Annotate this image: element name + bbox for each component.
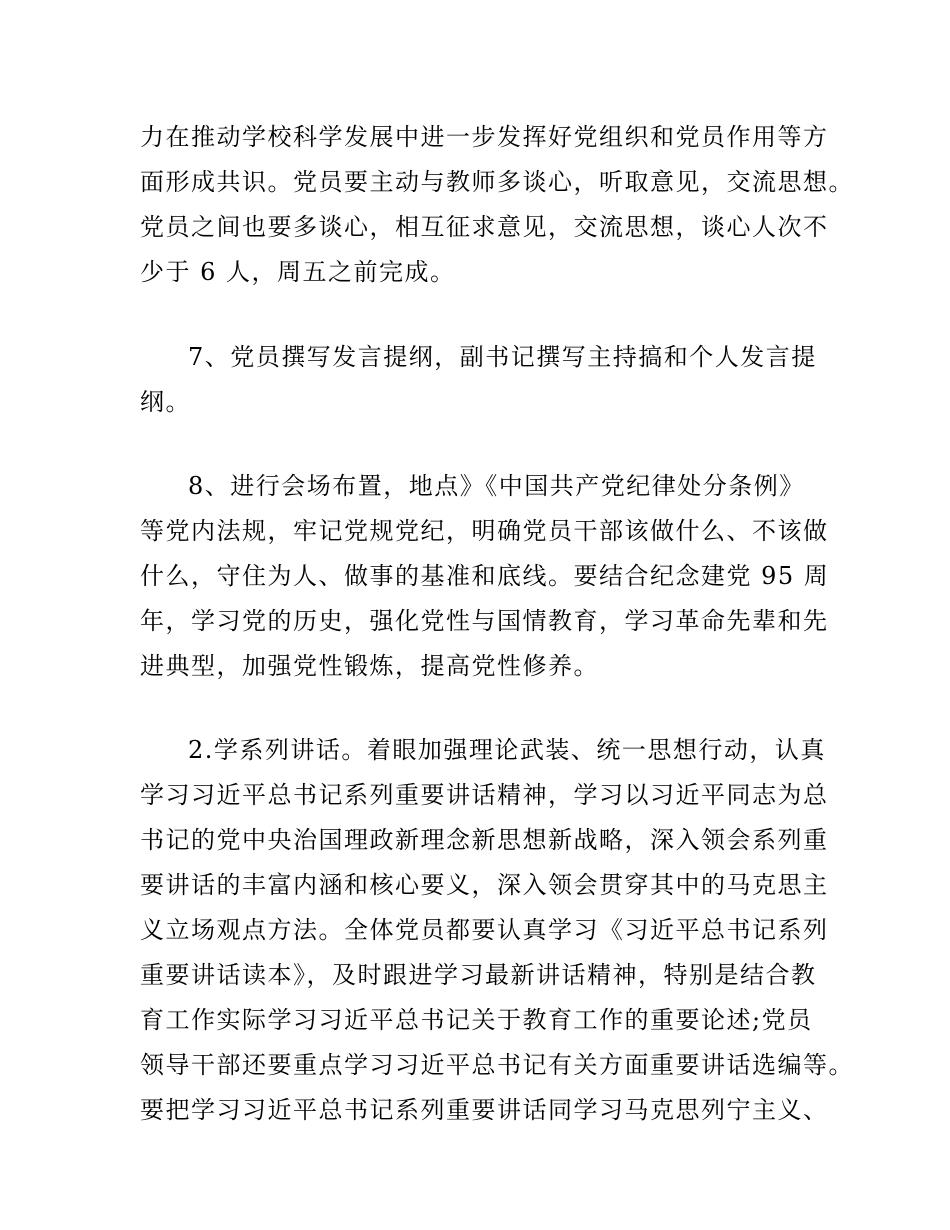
paragraph-4-line-4: 要讲话的丰富内涵和核心要义，深入领会贯穿其中的马克思主 xyxy=(140,871,829,899)
paragraph-3-line-5: 进典型，加强党性锻炼，提高党性修养。 xyxy=(140,652,599,680)
paragraph-1-line-1: 力在推动学校科学发展中进一步发挥好党组织和党员作用等方 xyxy=(140,123,829,151)
paragraph-4-line-7: 育工作实际学习习近平总书记关于教育工作的重要论述;党员 xyxy=(140,1006,813,1034)
paragraph-4-line-1: 2.学系列讲话。着眼加强理论武装、统一思想行动，认真 xyxy=(188,736,826,764)
paragraph-3-line-2: 等党内法规，牢记党规党纪，明确党员干部该做什么、不该做 xyxy=(140,517,829,545)
paragraph-4-line-8: 领导干部还要重点学习习近平总书记有关方面重要讲话选编等。 xyxy=(140,1051,854,1079)
paragraph-4-line-6: 重要讲话读本》，及时跟进学习最新讲话精神，特别是结合教 xyxy=(140,961,817,989)
paragraph-2-line-2: 纲。 xyxy=(140,388,191,416)
paragraph-4-line-5: 义立场观点方法。全体党员都要认真学习《习近平总书记系列 xyxy=(140,916,829,944)
paragraph-1-line-2: 面形成共识。党员要主动与教师多谈心，听取意见，交流思想。 xyxy=(140,168,854,196)
paragraph-4-line-9: 要把学习习近平总书记系列重要讲话同学习马克思列宁主义、 xyxy=(140,1096,829,1124)
paragraph-3-line-4: 年，学习党的历史，强化党性与国情教育，学习革命先辈和先 xyxy=(140,607,829,635)
paragraph-3-line-3: 什么，守住为人、做事的基准和底线。要结合纪念建党 95 周 xyxy=(140,562,830,590)
paragraph-4-line-3: 书记的党中央治国理政新理念新思想新战略，深入领会系列重 xyxy=(140,826,829,854)
paragraph-1-line-4: 少于 6 人，周五之前完成。 xyxy=(140,258,456,286)
paragraph-2-line-1: 7、党员撰写发言提纲，副书记撰写主持搞和个人发言提 xyxy=(188,343,817,371)
paragraph-4-line-2: 学习习近平总书记系列重要讲话精神，学习以习近平同志为总 xyxy=(140,781,829,809)
paragraph-3-line-1: 8、进行会场布置，地点》《中国共产党纪律处分条例》 xyxy=(188,472,805,500)
paragraph-1-line-3: 党员之间也要多谈心，相互征求意见，交流思想，谈心人次不 xyxy=(140,213,829,241)
